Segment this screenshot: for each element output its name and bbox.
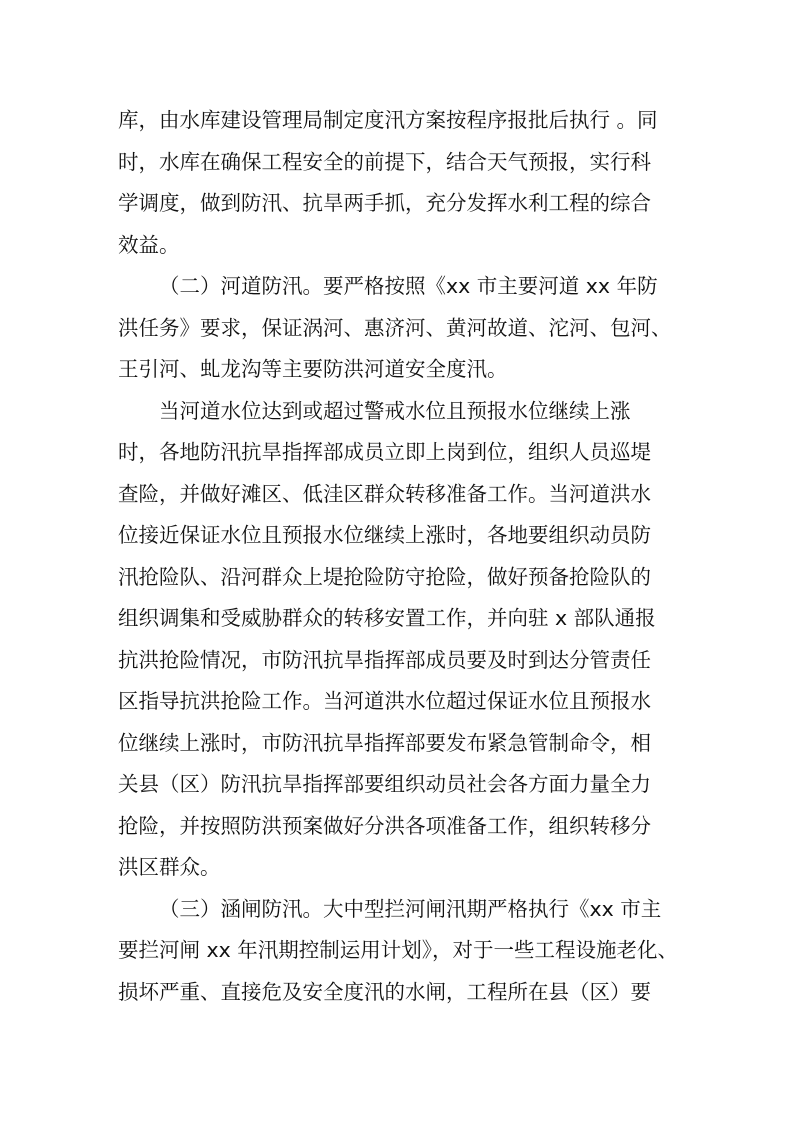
paragraph-line: 时，水库在确保工程安全的前提下，结合天气预报，实行科 (118, 149, 651, 174)
document-body (118, 100, 680, 1013)
paragraph-line: 效益。 (118, 232, 180, 257)
paragraph-line: 洪区群众。 (118, 855, 221, 879)
paragraph-line: 位继续上涨时，市防汛抗旱指挥部要发布紧急管制命令，相 (118, 730, 651, 755)
paragraph-line: 洪任务》要求，保证涡河、惠济河、黄河故道、沱河、包河、 (118, 315, 672, 340)
section-heading-line: （三）涵闸防汛。大中型拦河闸汛期严格执行《xx 市主 (159, 896, 662, 921)
paragraph-line: 王引河、虬龙沟等主要防洪河道安全度汛。 (118, 357, 508, 381)
section-heading-line: （二）河道防汛。要严格按照《xx 市主要河道 xx 年防 (159, 274, 658, 298)
paragraph-line: 损坏严重、直接危及安全度汛的水闸，工程所在县（区）要 (118, 979, 651, 1004)
paragraph-line: 抗洪抢险情况，市防汛抗旱指挥部成员要及时到达分管责任 (118, 647, 651, 672)
paragraph-line: 查险，并做好滩区、低洼区群众转移准备工作。当河道洪水 (118, 481, 651, 506)
paragraph-line: 当河道水位达到或超过警戒水位且预报水位继续上涨 (159, 398, 631, 423)
paragraph-line: 要拦河闸 xx 年汛期控制运用计划》，对于一些工程设施老化、 (118, 938, 679, 962)
paragraph-line: 库，由水库建设管理局制定度汛方案按程序报批后执行 。同 (118, 108, 658, 132)
paragraph-line: 关县（区）防汛抗旱指挥部要组织动员社会各方面力量全力 (118, 772, 651, 796)
paragraph-line: 区指导抗洪抢险工作。当河道洪水位超过保证水位且预报水 (118, 689, 651, 713)
paragraph-line: 位接近保证水位且预报水位继续上涨时，各地要组织动员防 (118, 523, 651, 547)
paragraph-line: 汛抢险队、沿河群众上堤抢险防守抢险，做好预备抢险队的 (118, 564, 651, 589)
paragraph-line: 抢险，并按照防洪预案做好分洪各项准备工作，组织转移分 (118, 813, 651, 838)
paragraph-line: 学调度，做到防汛、抗旱两手抓，充分发挥水利工程的综合 (118, 191, 651, 215)
paragraph-line: 组织调集和受威胁群众的转移安置工作，并向驻 x 部队通报 (118, 606, 656, 630)
paragraph-line: 时，各地防汛抗旱指挥部成员立即上岗到位，组织人员巡堤 (118, 440, 651, 464)
